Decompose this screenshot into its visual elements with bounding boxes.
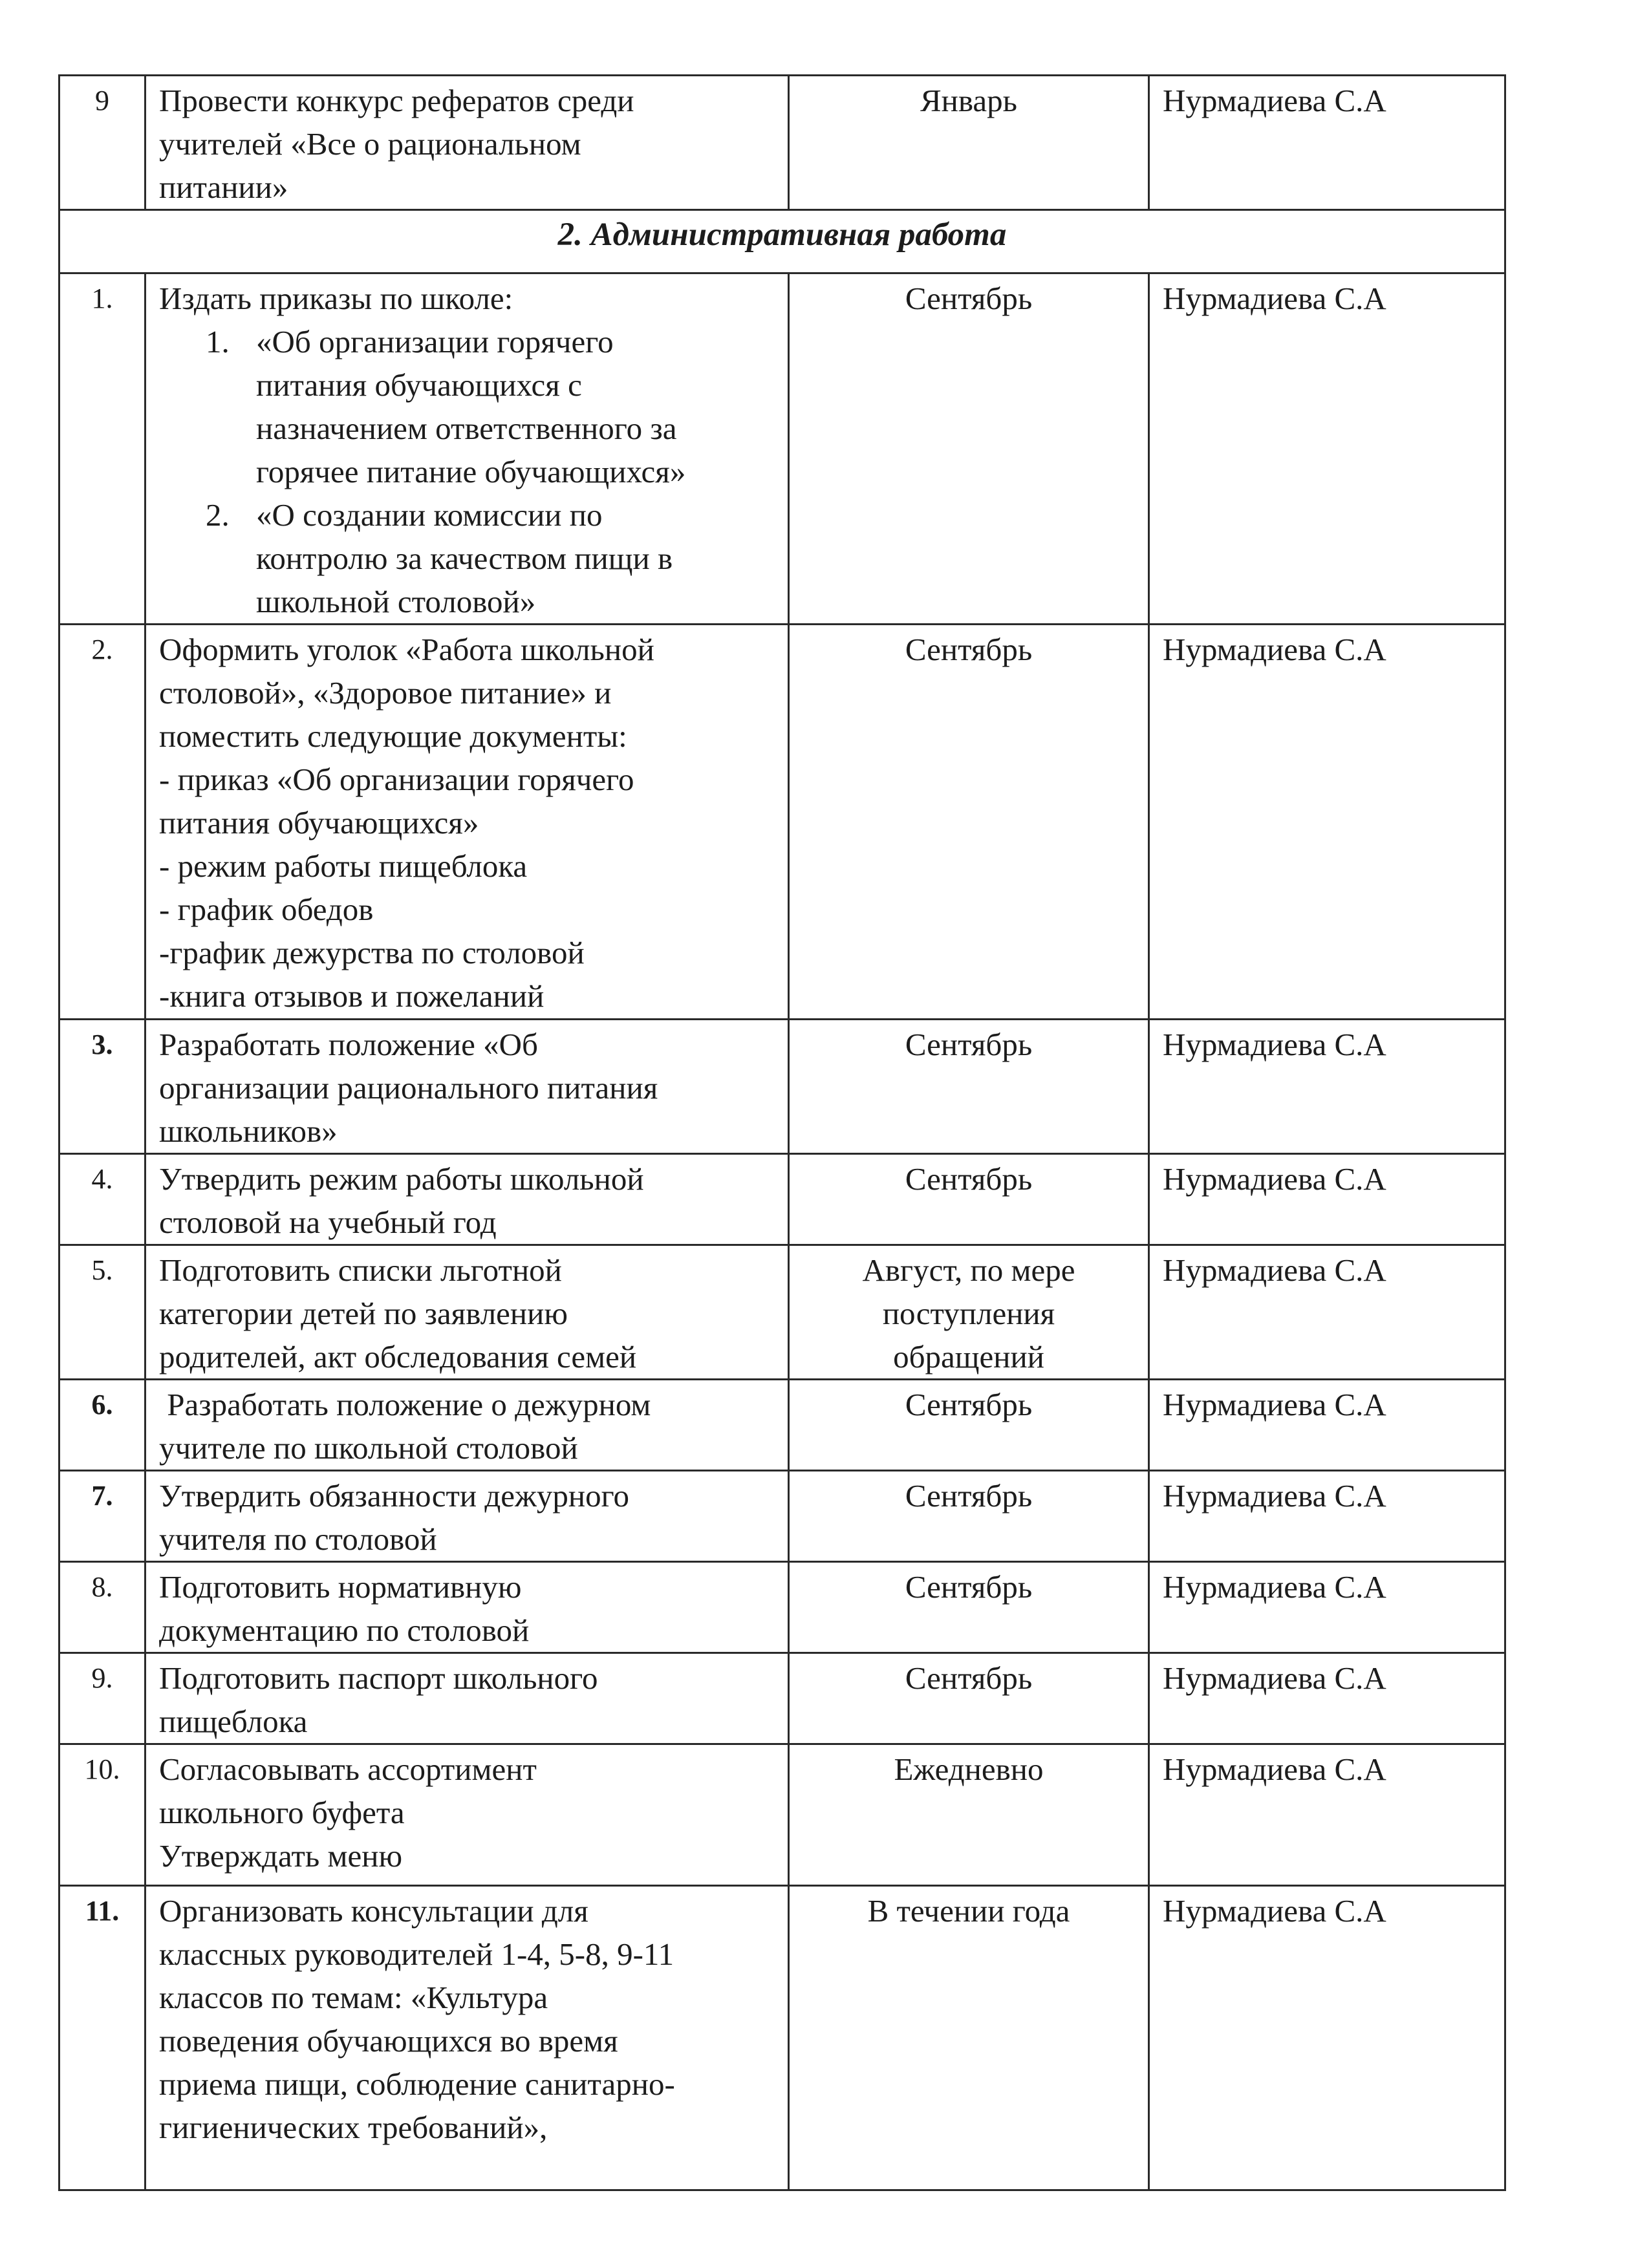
task-cell — [146, 1154, 789, 1245]
responsible-cell: Нурмадиева С.А — [1149, 273, 1505, 625]
task-line: горячее питание обучающихся» — [256, 454, 686, 489]
task-cell — [146, 1380, 789, 1471]
task-line: - режим работы пищеблока — [159, 848, 528, 884]
row-number: 9. — [59, 1653, 146, 1744]
deadline-cell — [789, 1562, 1149, 1653]
task-line: школьного буфета — [159, 1795, 405, 1830]
responsible-cell: Нурмадиева С.А — [1149, 1653, 1505, 1744]
task-line: Утвердить обязанности дежурного — [159, 1478, 630, 1514]
task-intro: Издать приказы по школе: — [159, 281, 513, 316]
section-title: 2. Административная работа — [59, 210, 1505, 273]
row-number: 6. — [59, 1380, 146, 1471]
deadline-line: Сентябрь — [905, 1161, 1033, 1197]
table-row — [59, 1562, 1505, 1653]
task-line: контролю за качеством пищи в — [256, 540, 673, 576]
task-line: организации рационального питания — [159, 1070, 658, 1106]
deadline-line: Сентябрь — [905, 1660, 1033, 1696]
task-line: столовой», «Здоровое питание» и — [159, 675, 612, 711]
responsible-cell: Нурмадиева С.А — [1149, 1744, 1505, 1886]
task-line: питания обучающихся с — [256, 367, 582, 403]
deadline-line: поступления — [882, 1296, 1055, 1331]
table-row — [59, 1886, 1505, 2190]
row-number: 1. — [59, 273, 146, 625]
responsible-cell: Нурмадиева С.А — [1149, 1380, 1505, 1471]
deadline-line: В течении года — [867, 1893, 1070, 1929]
task-line: школьной столовой» — [256, 584, 536, 619]
task-line: Подготовить нормативную — [159, 1569, 522, 1605]
task-cell — [146, 1886, 789, 2190]
deadline-cell — [789, 1744, 1149, 1886]
deadline-cell — [789, 1020, 1149, 1154]
task-line: Оформить уголок «Работа школьной — [159, 632, 654, 667]
row-number: 10. — [59, 1744, 146, 1886]
deadline-cell — [789, 1886, 1149, 2190]
deadline-cell — [789, 1245, 1149, 1380]
task-cell — [146, 1744, 789, 1886]
task-line: Утверждать меню — [159, 1838, 403, 1874]
task-line: приема пищи, соблюдение санитарно- — [159, 2066, 675, 2102]
row-number: 3. — [59, 1020, 146, 1154]
task-line: поместить следующие документы: — [159, 718, 627, 754]
task-cell — [146, 273, 789, 625]
deadline-line: Сентябрь — [905, 1387, 1033, 1422]
deadline-cell — [789, 625, 1149, 1020]
deadline-line: Ежедневно — [894, 1751, 1044, 1787]
task-line: Разработать положение о дежурном — [159, 1387, 651, 1422]
task-cell — [146, 625, 789, 1020]
task-line: Провести конкурс рефератов среди — [159, 83, 634, 118]
responsible-cell: Нурмадиева С.А — [1149, 1154, 1505, 1245]
responsible-cell: Нурмадиева С.А — [1149, 1562, 1505, 1653]
task-cell — [146, 1245, 789, 1380]
order-list — [159, 320, 775, 623]
task-line: «О создании комиссии по — [256, 497, 603, 533]
responsible-cell: Нурмадиева С.А — [1149, 1245, 1505, 1380]
task-line: школьников» — [159, 1113, 338, 1149]
table-row — [59, 1154, 1505, 1245]
responsible-cell: Нурмадиева С.А — [1149, 1886, 1505, 2190]
deadline-line: Сентябрь — [905, 1478, 1033, 1514]
task-line: -книга отзывов и пожеланий — [159, 978, 544, 1014]
task-line: родителей, акт обследования семей — [159, 1339, 637, 1375]
table-row — [59, 1245, 1505, 1380]
task-cell — [146, 1653, 789, 1744]
responsible-cell: Нурмадиева С.А — [1149, 1020, 1505, 1154]
task-line: назначением ответственного за — [256, 411, 677, 446]
task-cell — [146, 76, 789, 210]
table-row — [59, 273, 1505, 625]
deadline-line: Сентябрь — [905, 1569, 1033, 1605]
task-line: классов по темам: «Культура — [159, 1980, 548, 2015]
task-line: поведения обучающихся во время — [159, 2023, 618, 2059]
task-cell — [146, 1562, 789, 1653]
task-line: учителе по школьной столовой — [159, 1430, 578, 1466]
deadline-cell — [789, 1653, 1149, 1744]
section-header-row — [59, 210, 1505, 273]
row-number: 8. — [59, 1562, 146, 1653]
table-row — [59, 1380, 1505, 1471]
deadline-line: Август, по мере — [862, 1252, 1075, 1288]
list-marker: 2. — [206, 497, 230, 533]
list-item — [206, 493, 775, 623]
deadline-cell: Сентябрь — [789, 273, 1149, 625]
table-row — [59, 1020, 1505, 1154]
task-line: Подготовить паспорт школьного — [159, 1660, 598, 1696]
deadline-line: обращений — [893, 1339, 1044, 1375]
task-line: Согласовывать ассортимент — [159, 1751, 537, 1787]
task-line: питания обучающихся» — [159, 805, 479, 840]
task-line: Организовать консультации для — [159, 1893, 588, 1929]
row-number: 7. — [59, 1471, 146, 1562]
list-marker: 1. — [206, 324, 230, 359]
row-number: 11. — [59, 1886, 146, 2190]
deadline-line: Сентябрь — [905, 632, 1033, 667]
table-row — [59, 625, 1505, 1020]
list-item — [206, 320, 775, 493]
task-line: категории детей по заявлению — [159, 1296, 568, 1331]
table-row — [59, 1471, 1505, 1562]
deadline-cell — [789, 1471, 1149, 1562]
task-line: пищеблока — [159, 1704, 308, 1739]
task-line: документацию по столовой — [159, 1612, 530, 1648]
task-line: учителя по столовой — [159, 1521, 437, 1557]
deadline-cell — [789, 76, 1149, 210]
row-number: 5. — [59, 1245, 146, 1380]
deadline-line: Январь — [920, 83, 1017, 118]
plan-table — [58, 74, 1506, 2191]
deadline-cell — [789, 1154, 1149, 1245]
task-line: классных руководителей 1-4, 5-8, 9-11 — [159, 1936, 674, 1972]
task-cell — [146, 1020, 789, 1154]
task-cell — [146, 1471, 789, 1562]
deadline-line: Сентябрь — [905, 1027, 1033, 1062]
row-number: 2. — [59, 625, 146, 1020]
row-number: 4. — [59, 1154, 146, 1245]
table-row — [59, 1744, 1505, 1886]
task-line: Утвердить режим работы школьной — [159, 1161, 644, 1197]
task-line: - график обедов — [159, 892, 374, 927]
task-line: -график дежурства по столовой — [159, 935, 585, 970]
task-line: - приказ «Об организации горячего — [159, 762, 634, 797]
task-line: гигиенических требований», — [159, 2110, 548, 2145]
task-line: питании» — [159, 169, 288, 205]
deadline-cell — [789, 1380, 1149, 1471]
responsible-cell: Нурмадиева С.А — [1149, 625, 1505, 1020]
task-line: учителей «Все о рациональном — [159, 126, 581, 162]
table-row — [59, 76, 1505, 210]
responsible-cell: Нурмадиева С.А — [1149, 1471, 1505, 1562]
task-line: столовой на учебный год — [159, 1204, 497, 1240]
responsible-cell: Нурмадиева С.А — [1149, 76, 1505, 210]
task-line: Подготовить списки льготной — [159, 1252, 562, 1288]
task-line: «Об организации горячего — [256, 324, 614, 359]
table-row — [59, 1653, 1505, 1744]
row-number: 9 — [59, 76, 146, 210]
task-line: Разработать положение «Об — [159, 1027, 538, 1062]
